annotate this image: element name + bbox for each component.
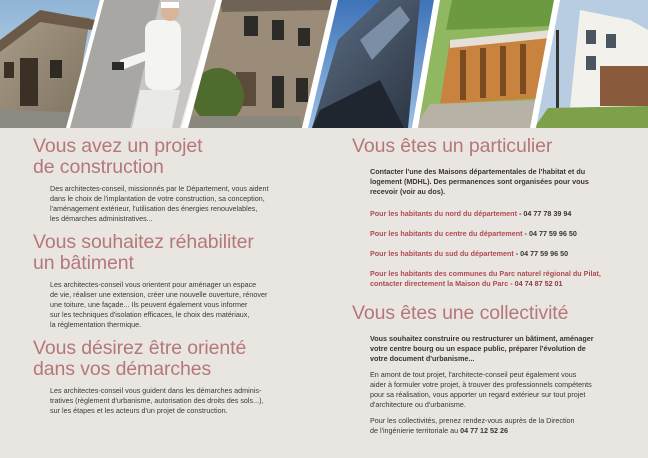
- intro-particulier: Contacter l'une des Maisons départementales de l'habitat et du logement (MDHL). Des permanences sont organisées pour vous recevoir (voir au dos).: [370, 167, 589, 196]
- contact-parc: Pour les habitants des communes du Parc naturel régional du Pilat, contacter directement la Maison du Parc - 04 74 87 52 01: [370, 269, 601, 288]
- contact-centre: Pour les habitants du centre du département - 04 77 59 96 50: [370, 229, 577, 238]
- text-construction: Des architectes-conseil, missionnés par le Département, vous aident dans le choix de l'implantation de votre construction, sa conception, l'aménagement extérieur, l'utilisation des énergies renouvelables, les démarches administratives...: [50, 184, 269, 223]
- section-construction: [33, 136, 323, 224]
- heading-demarches: Vous désirez être orienté dans vos démarches: [33, 337, 247, 380]
- text-rehabiliter: Les architectes-conseil vous orientent pour aménager un espace de vie, réaliser une extension, créer une nouvelle ouverture, rénover une toiture, une façade... Ils peuvent également vous informer sur les techniques d'isolation efficaces, le choix des matériaux, la réglementation thermique.: [50, 280, 268, 329]
- heading-particulier: Vous êtes un particulier: [352, 135, 553, 157]
- section-particulier: [352, 136, 624, 289]
- photo-strip: [0, 0, 648, 128]
- heading-rehabiliter: Vous souhaitez réhabiliter un bâtiment: [33, 231, 254, 274]
- heading-construction: Vous avez un projet de construction: [33, 135, 203, 178]
- text-collectivite: En amont de tout projet, l'architecte-conseil peut également vous aider à formuler votre projet, à trouver des professionnels compétents pour sa réalisation, vous apporter un regard extérieur sur tout projet d'architecture ou d'urbanisme.: [370, 370, 592, 409]
- contact-nord: Pour les habitants du nord du département - 04 77 78 39 94: [370, 209, 572, 218]
- section-demarches: [33, 338, 323, 416]
- section-collectivite: [352, 303, 624, 436]
- section-rehabiliter: [33, 232, 323, 330]
- left-column: [33, 136, 323, 424]
- contact-sud: Pour les habitants du sud du département - 04 77 59 96 50: [370, 249, 569, 258]
- heading-collectivite: Vous êtes une collectivité: [352, 302, 569, 324]
- text-demarches: Les architectes-conseil vous guident dans les démarches adminis- tratives (règlement d'urbanisme, autorisation des droits des sols...), sur les étapes et les acteurs d'un projet de construction.: [50, 386, 264, 415]
- right-column: [352, 136, 624, 436]
- photo-collage: [0, 0, 648, 128]
- intro-collectivite: Vous souhaitez construire ou restructurer un bâtiment, aménager votre centre bourg ou un espace public, préparer l'évolution de votre document d'urbanisme...: [370, 334, 594, 363]
- rendez-vous-collectivite: Pour les collectivités, prenez rendez-vous auprès de la Direction de l'ingénierie territoriale au 04 77 12 52 26: [370, 416, 575, 435]
